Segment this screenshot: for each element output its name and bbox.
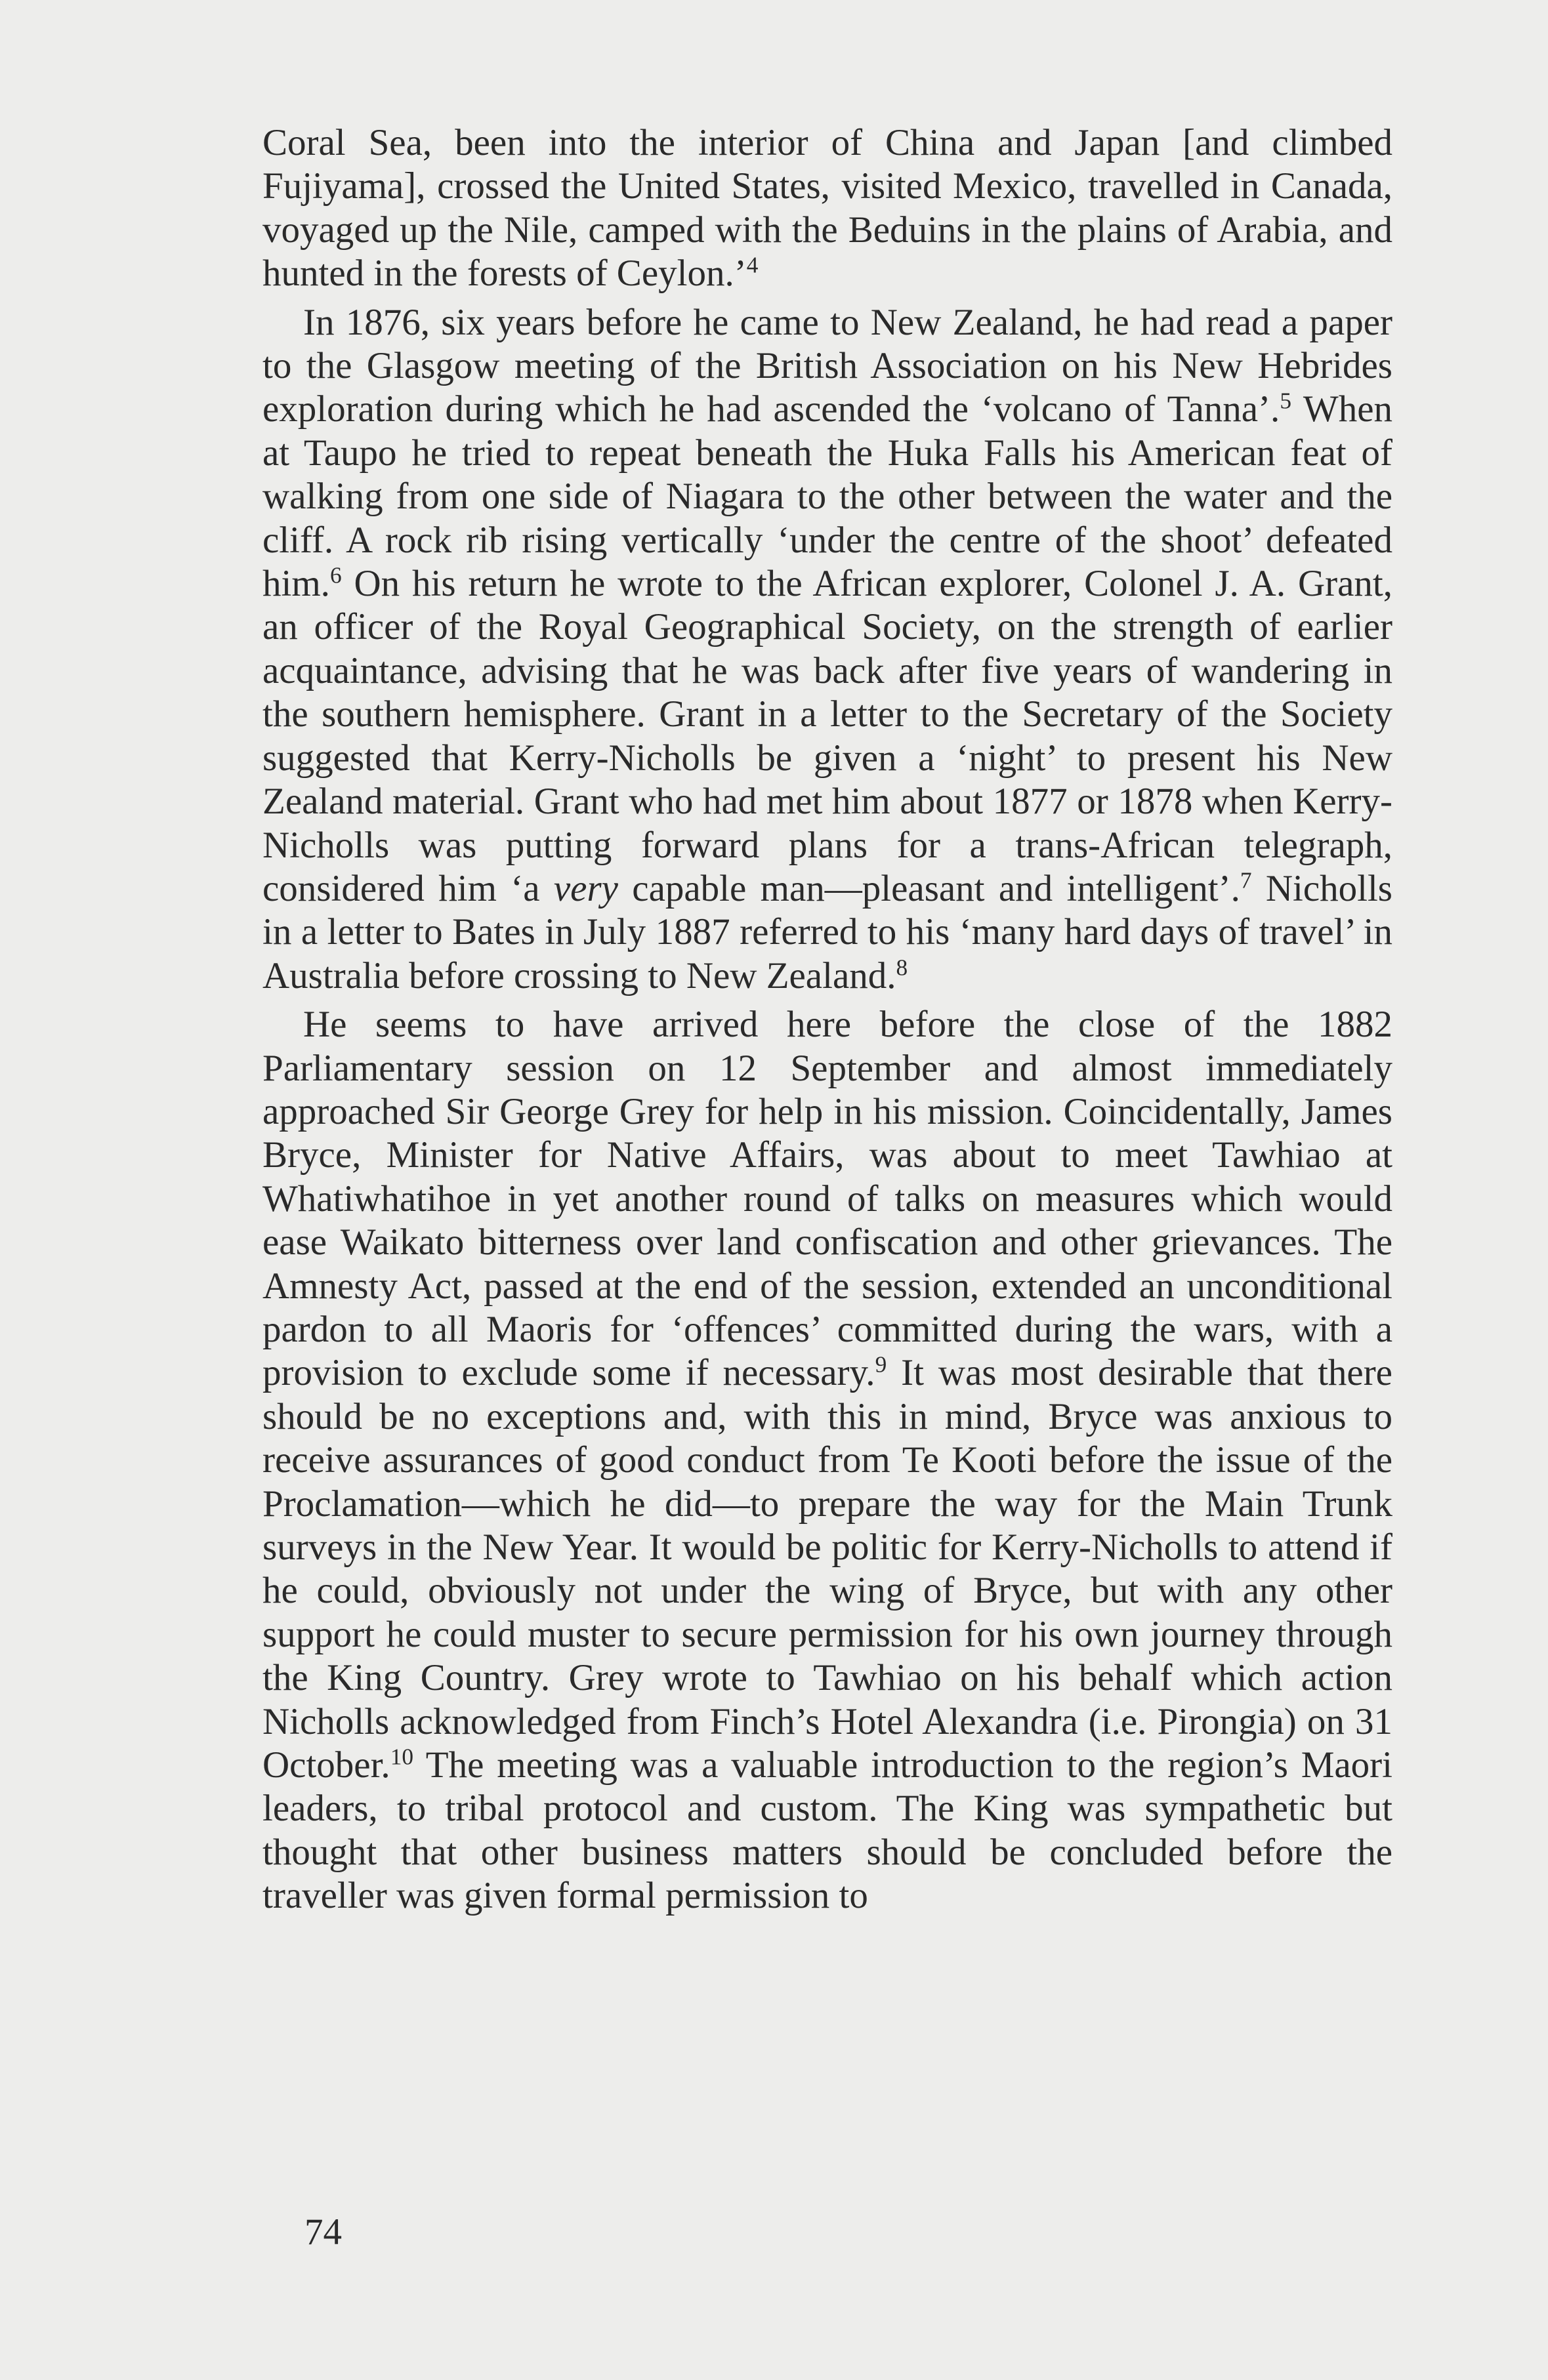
paragraph-1: [262, 121, 1392, 296]
footnote-marker: 6: [329, 562, 342, 588]
paragraph-2: [262, 301, 1392, 998]
text-segment: The meeting was a valuable introduction to the region’s Maori leaders, to tribal protocol and custom. The King was sympathetic but thought that other business matters should be concluded before the traveller was given formal permission to: [262, 1744, 1392, 1917]
footnote-marker: 8: [896, 954, 908, 981]
italic-text: very: [553, 867, 618, 909]
footnote-marker: 5: [1280, 388, 1291, 415]
text-segment: capable man—pleasant and intelligent’.: [617, 867, 1240, 909]
text-segment: When at Taupo he tried to repeat beneath the Huka Falls his American feat of walking from one side of Niagara to the other between the water and the cliff. A rock rib rising vertically ‘under the centre of the shoot’ defeated him.: [262, 388, 1392, 605]
paragraph-3: [262, 1003, 1392, 1918]
text-segment: It was most desirable that there should be no exceptions and, with this in mind, Bryce was anxious to receive assurances of good conduct from Te Kooti before the issue of the Proclamation—which he did—to prepare the way for the Main Trunk surveys in the New Year. It would be politic for Kerry-Nicholls to attend if he could, obviously not under the wing of Bryce, but with any other support he could muster to secure permission for his own journey through the King Country. Grey wrote to Tawhiao on his behalf which action Nicholls acknowledged from Finch’s Hotel Alexandra (i.e. Pirongia) on 31 October.: [262, 1352, 1392, 1786]
text-segment: Nicholls in a letter to Bates in July 1887 referred to his ‘many hard days of travel’ in Australia before crossing to New Zealand.: [262, 867, 1392, 996]
page-number: 74: [304, 2211, 342, 2253]
footnote-marker: 4: [746, 252, 759, 278]
footnote-marker: 10: [390, 1744, 414, 1770]
text-segment: Coral Sea, been into the interior of China and Japan [and climbed Fujiyama], crossed the United States, visited Mexico, travelled in Canada, voyaged up the Nile, camped with the Beduins in the plains of Arabia, and hunted in the forests of Ceylon.’: [262, 122, 1392, 295]
footnote-marker: 9: [875, 1351, 887, 1378]
text-segment: He seems to have arrived here before the close of the 1882 Parliamentary session on 12 September and almost immediately approached Sir George Grey for help in his mission. Coincidentally, James Bryce, Minister for Native Affairs, was about to meet Tawhiao at Whatiwhatihoe in yet another round of talks on measures which would ease Waikato bitterness over land confiscation and other grievances. The Amnesty Act, passed at the end of the session, extended an unconditional pardon to all Maoris for ‘offences’ committed during the wars, with a provision to exclude some if necessary.: [262, 1004, 1392, 1394]
text-segment: On his return he wrote to the African explorer, Colonel J. A. Grant, an officer of the Royal Geographical Society, on the strength of earlier acquaintance, advising that he was back after five years of wandering in the southern hemisphere. Grant in a letter to the Secretary of the Society suggested that Kerry-Nicholls be given a ‘night’ to present his New Zealand material. Grant who had met him about 1877 or 1878 when Kerry-Nicholls was putting forward plans for a trans-African telegraph, considered him ‘a: [262, 563, 1392, 909]
footnote-marker: 7: [1240, 867, 1252, 893]
body-text: [262, 121, 1392, 1918]
text-segment: In 1876, six years before he came to New Zealand, he had read a paper to the Glasgow meeting of the British Association on his New Hebrides exploration during which he had ascended the ‘volcano of Tanna’.: [262, 301, 1392, 430]
